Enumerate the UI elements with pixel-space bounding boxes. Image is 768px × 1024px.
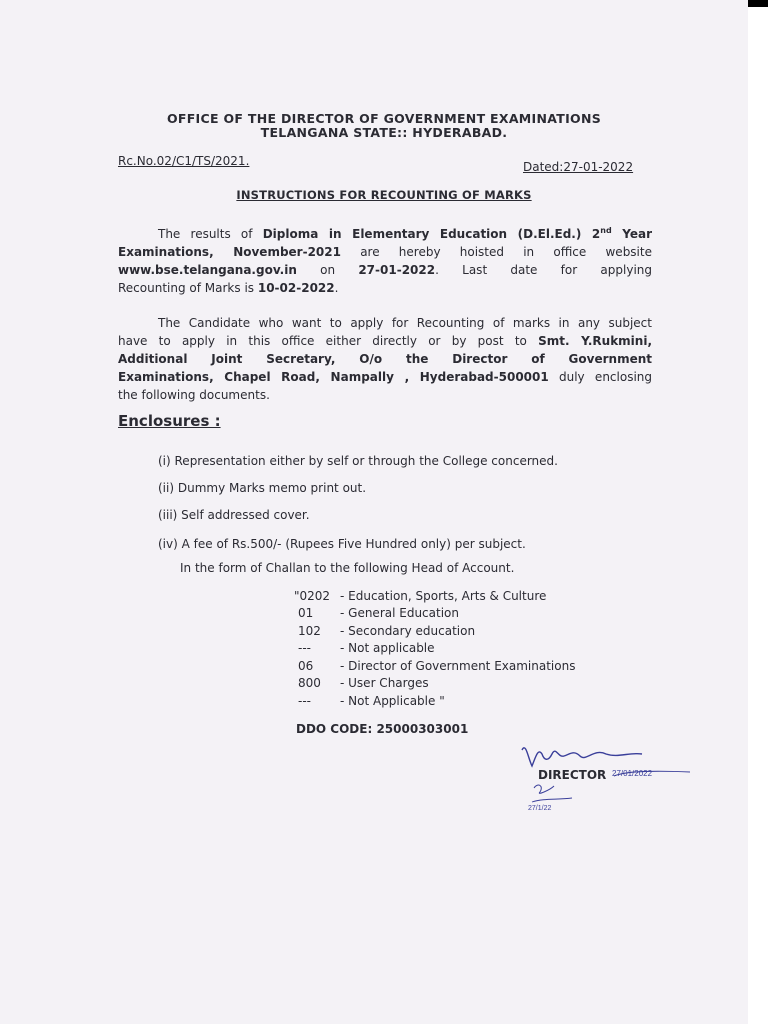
enclosure-item: (iv) A fee of Rs.500/- (Rupees Five Hundred only) per subject.	[158, 537, 526, 551]
account-code: ---	[298, 641, 311, 655]
signatory-title: DIRECTOR	[538, 768, 607, 782]
reference-number: Rc.No.02/C1/TS/2021.	[118, 154, 250, 168]
para2-line1: The Candidate who want to apply for Recounting of marks in any subject	[158, 316, 652, 330]
account-desc: - Director of Government Examinations	[340, 659, 576, 673]
account-code: 102	[298, 624, 321, 638]
account-code: 01	[298, 606, 314, 620]
office-title-line1: OFFICE OF THE DIRECTOR OF GOVERNMENT EXAMINATIONS	[166, 111, 602, 126]
recounting-paragraph	[118, 314, 652, 404]
subject-heading: INSTRUCTIONS FOR RECOUNTING OF MARKS	[236, 188, 532, 202]
svg-text:27/01/2022: 27/01/2022	[612, 769, 653, 778]
para2-line3: Additional Joint Secretary, O/o the Director of Government	[118, 352, 652, 366]
results-paragraph	[118, 222, 652, 297]
para1-line2: Examinations, November-2021 are hereby hoisted in office website	[118, 245, 652, 259]
enclosure-item: (i) Representation either by self or through the College concerned.	[158, 454, 558, 468]
enclosure-item: (ii) Dummy Marks memo print out.	[158, 481, 367, 495]
account-desc: - Secondary education	[340, 624, 476, 638]
office-title-line2: TELANGANA STATE:: HYDERABAD.	[260, 125, 508, 140]
para2-line4: Examinations, Chapel Road, Nampally , Hyderabad-500001 duly enclosing	[118, 370, 653, 384]
para2-line5: the following documents.	[118, 388, 270, 402]
account-code: "0202	[294, 589, 331, 603]
challan-text: In the form of Challan to the following Head of Account.	[180, 561, 515, 575]
account-code: 800	[298, 676, 321, 690]
account-desc: - Not applicable	[340, 641, 435, 655]
account-code: ---	[298, 694, 311, 708]
website-link[interactable]: www.bse.telangana.gov.in	[118, 263, 297, 277]
ddo-code: DDO CODE: 25000303001	[296, 722, 469, 736]
scan-edge	[748, 0, 768, 1024]
para1-line1: The results of Diploma in Elementary Education (D.El.Ed.) 2nd Year	[158, 226, 652, 241]
account-desc: - Not Applicable "	[340, 694, 445, 708]
account-desc: - Education, Sports, Arts & Culture	[340, 589, 547, 603]
account-desc: - User Charges	[340, 676, 429, 690]
enclosure-item: (iii) Self addressed cover.	[158, 508, 310, 522]
enclosures-heading: Enclosures :	[118, 412, 221, 430]
date-line: Dated:27-01-2022	[523, 160, 634, 174]
account-desc: - General Education	[340, 606, 459, 620]
account-code: 06	[298, 659, 314, 673]
para1-line4: Recounting of Marks is 10-02-2022.	[118, 281, 339, 295]
svg-text:27/1/22: 27/1/22	[528, 805, 552, 812]
para1-line3: www.bse.telangana.gov.in on 27-01-2022. Last date for applying	[118, 263, 652, 277]
para2-line2: have to apply in this office either directly or by post to Smt. Y.Rukmini,	[118, 334, 653, 348]
